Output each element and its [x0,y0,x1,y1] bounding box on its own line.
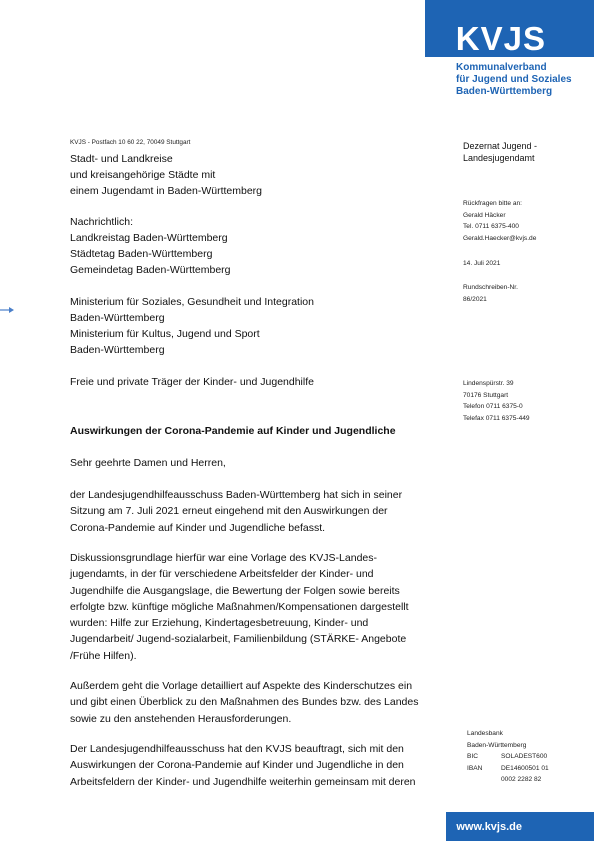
logo-line: Kommunalverband [456,62,547,73]
text-line: erfolgte bzw. künftige mögliche Maßnahmen/Kompensationen dargestellt [70,600,409,613]
text-line: und gibt einen Überblick zu den Maßnahmen des Bundes bzw. des Landes [70,696,419,709]
text-line: Außerdem geht die Vorlage detailliert auf Aspekte des Kinderschutzes ein [70,680,413,692]
text-line: Der Landesjugendhilfeausschuss hat den KVJS beauftragt, sich mit den [70,743,404,755]
logo-line: für Jugend und Soziales [456,74,572,85]
iban-value: DE14600501 01 [501,764,549,772]
address-line: Baden-Württemberg [70,312,165,324]
address-line: Ministerium für Kultus, Jugend und Sport [70,328,260,340]
contact-info [463,198,536,244]
recipient-block-3 [70,294,314,358]
bank-name-line: Landesbank [467,730,503,737]
text-line: sowie zu den anstehenden Herausforderungen. [70,712,292,725]
address-line: Telefon 0711 6375-0 [463,403,523,410]
address-line: Stadt- und Landkreise [70,153,173,165]
address-line: Baden-Württemberg [70,344,165,356]
text-line: der Landesjugendhilfeausschuss Baden-Württemberg hat sich in seiner [70,489,403,501]
recipient-block-1 [70,151,262,199]
department-line: Dezernat Jugend - [463,141,538,151]
text-line: Jugendarbeit/ Jugend-sozialarbeit, Familienbildung (STÄRKE- Angebote [70,633,407,646]
salutation: Sehr geehrte Damen und Herren, [70,457,226,469]
text-line: jugendamts, in der für verschiedene Arbeitsfelder der Kinder- und [70,568,374,581]
recipient-block-4 [70,374,314,390]
margin-arrow-icon [0,305,14,315]
bic-label: BIC [467,753,478,760]
text-line: /Frühe Hilfen). [70,649,137,662]
iban-row-cont [467,774,549,786]
address-line: Ministerium für Soziales, Gesundheit und Integration [70,296,314,308]
address-line: Städtetag Baden-Württemberg [70,248,213,260]
office-address [463,378,530,424]
circular-line: Rundschreiben-Nr. [463,284,518,291]
address-line: einem Jugendamt in Baden-Württemberg [70,185,263,197]
text-line: Arbeitsfeldern der Kinder- und Jugendhilfe weiterhin gemeinsam mit deren [70,775,416,788]
iban-row [467,763,549,775]
contact-line: Gerald Häcker [463,211,506,219]
iban-value-cont: 0002 2282 82 [501,776,542,783]
contact-line: Rückfragen bitte an: [463,200,523,207]
address-line: 70176 Stuttgart [463,391,509,399]
logo-line: Baden-Württemberg [456,86,553,97]
contact-line: Tel. 0711 6375-400 [463,223,519,230]
text-line: Jugendhilfe die Ausgangslage, die Bewertung der Folgen sowie bereits [70,584,400,597]
letter-date: 14. Juli 2021 [463,260,501,267]
contact-email[interactable]: Gerald.Haecker@kvjs.de [463,234,537,242]
bank-details [467,728,549,786]
website-link[interactable]: www.kvjs.de [456,821,522,833]
address-line: Freie und private Träger der Kinder- und Jugendhilfe [70,376,314,388]
circular-line: 86/2021 [463,295,487,303]
text-line: Corona-Pandemie auf Kinder und Jugendliche befasst. [70,521,326,534]
address-line: Nachrichtlich: [70,216,134,228]
text-line: Sitzung am 7. Juli 2021 erneut eingehend mit den Auswirkungen der [70,505,388,518]
text-line: Auswirkungen der Corona-Pandemie auf Kinder und Jugendliche in den [70,759,404,772]
address-line: und kreisangehörige Städte mit [70,169,216,181]
text-line: wurden: Hilfe zur Erziehung, Kindertagesbetreuung, Kinder- und [70,617,369,630]
address-line: Telefax 0711 6375-449 [463,414,530,422]
bic-row [467,751,549,763]
department-line: Landesjugendamt [463,153,535,163]
bic-value: SOLADEST600 [501,753,548,760]
circular-number [463,282,518,305]
paragraph-3 [70,678,438,727]
paragraph-1 [70,487,438,536]
logo-subtitle [456,62,572,98]
iban-label: IBAN [467,764,483,772]
recipient-block-2 [70,214,231,278]
sender-line: KVJS - Postfach 10 60 22, 70049 Stuttgart [70,139,191,146]
department-name [463,140,537,164]
bank-name-line: Baden-Württemberg [467,741,527,749]
address-line: Lindenspürstr. 39 [463,380,514,387]
address-line: Gemeindetag Baden-Württemberg [70,264,231,276]
paragraph-4 [70,741,438,790]
paragraph-2 [70,550,438,664]
address-line: Landkreistag Baden-Württemberg [70,232,228,244]
letter-subject: Auswirkungen der Corona-Pandemie auf Kinder und Jugendliche [70,425,396,437]
text-line: Diskussionsgrundlage hierfür war eine Vorlage des KVJS-Landes- [70,552,378,564]
logo-acronym: KVJS [455,20,546,57]
